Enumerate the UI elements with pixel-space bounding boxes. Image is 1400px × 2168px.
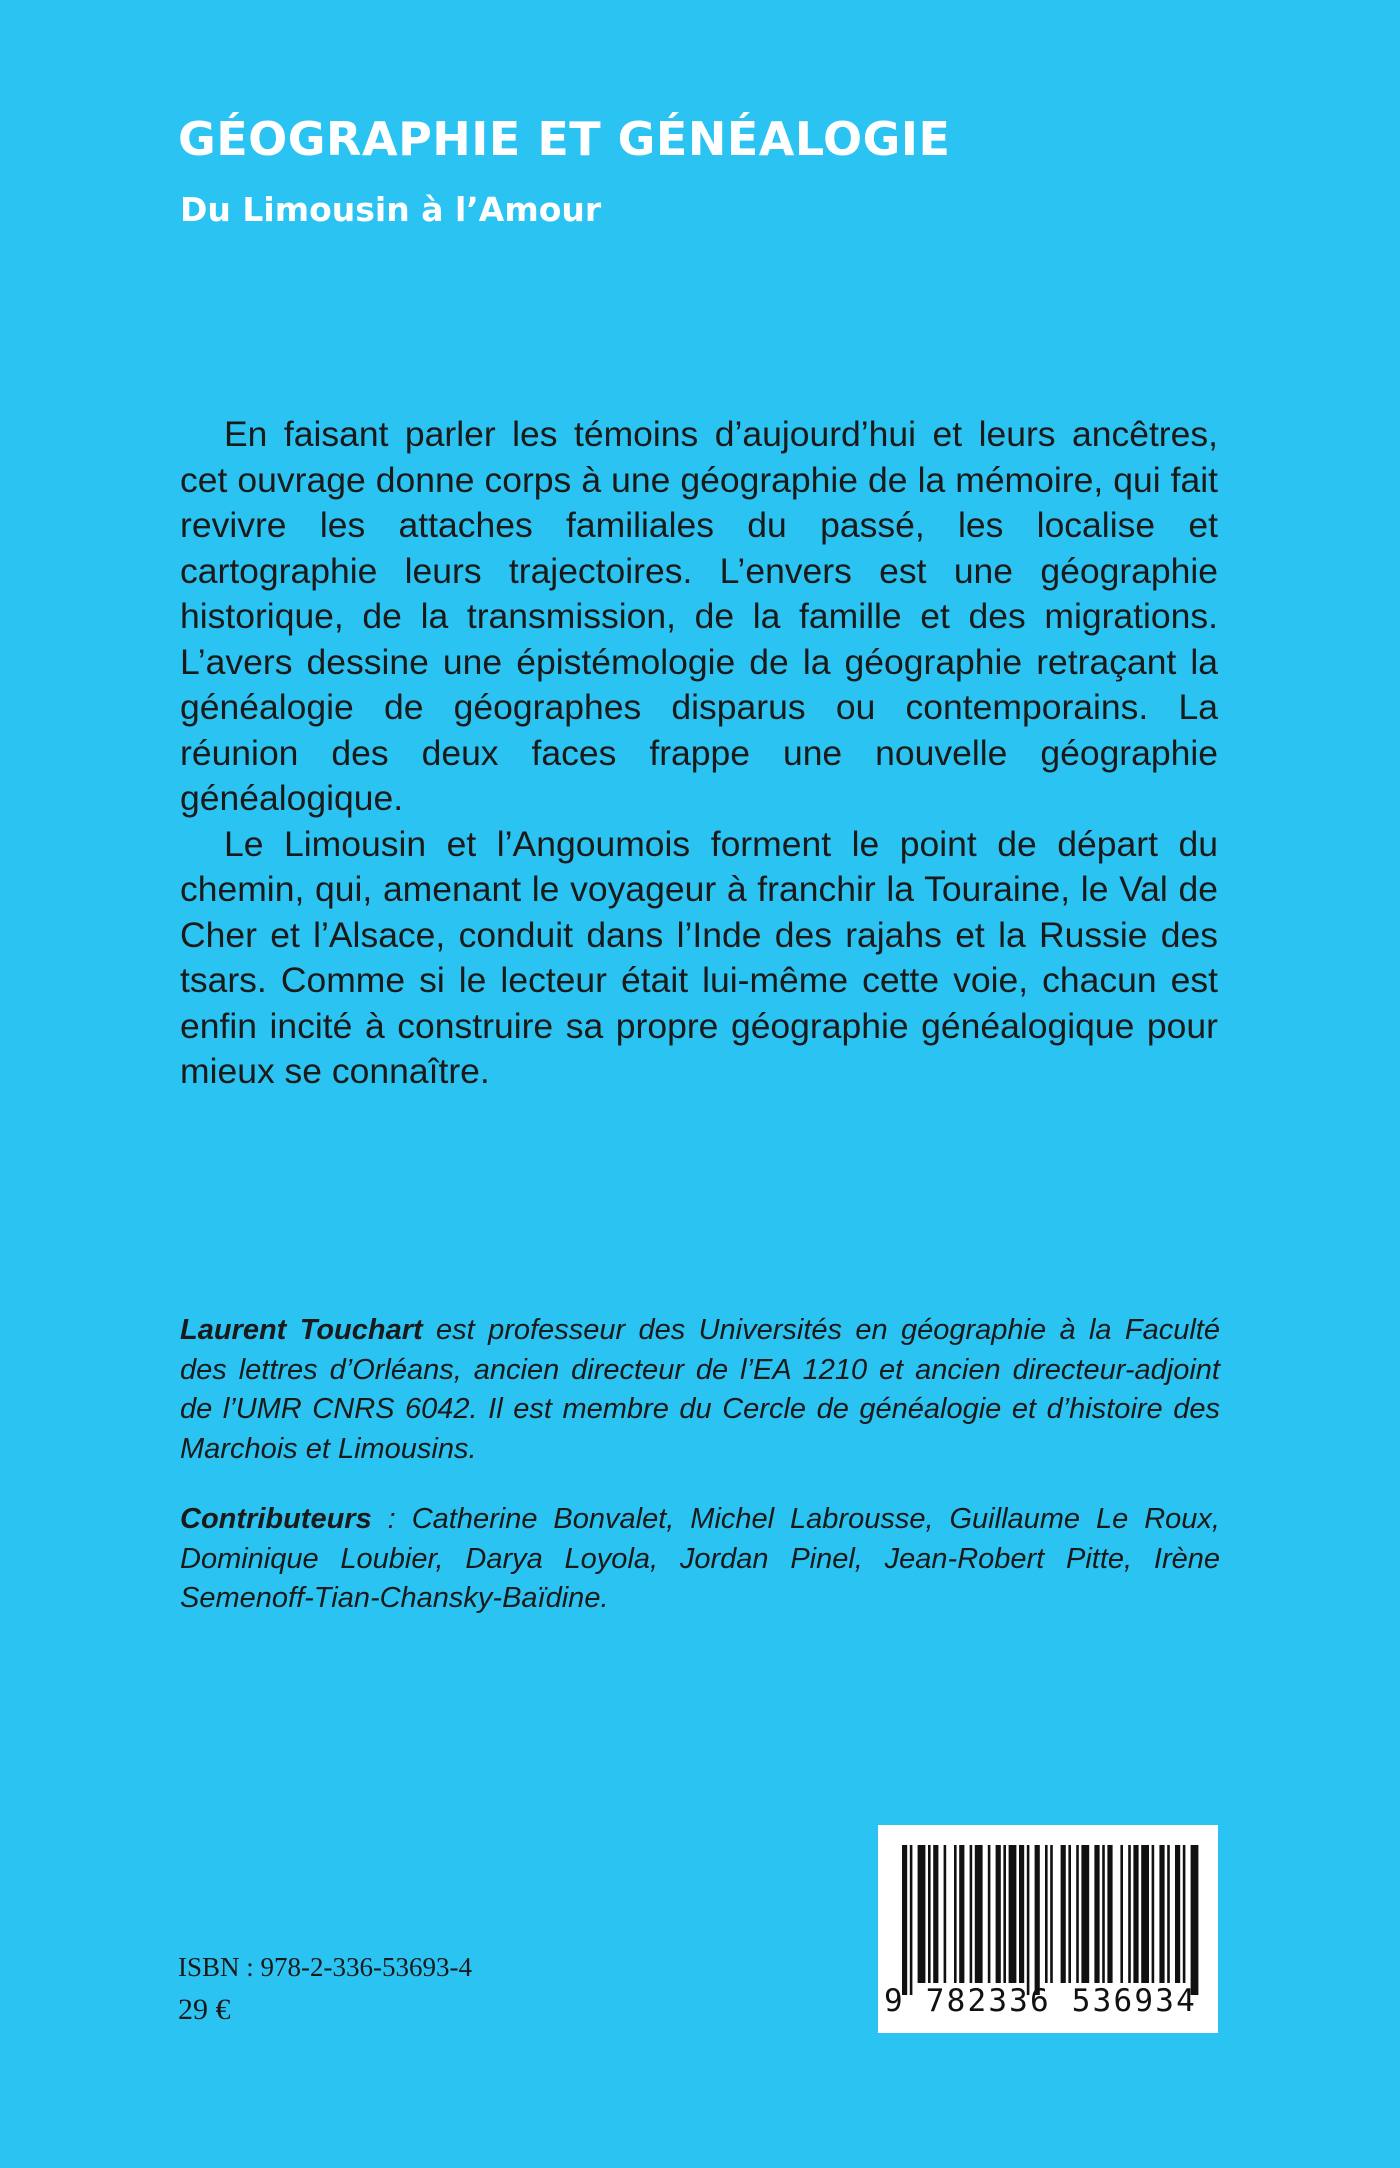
author-bio	[180, 1311, 1220, 1469]
barcode-bar	[928, 1845, 931, 1983]
barcode-bar	[1128, 1845, 1131, 1983]
barcode-bar	[1133, 1845, 1138, 1983]
barcode-bar	[1159, 1845, 1164, 1983]
barcode-bar	[1120, 1845, 1123, 1983]
barcode-bar	[959, 1845, 964, 1983]
barcode-bar	[944, 1845, 947, 1983]
barcode-bar	[1107, 1845, 1112, 1983]
barcode-bar	[1141, 1845, 1149, 1983]
barcode-bar	[1094, 1845, 1099, 1983]
barcode-bar	[1191, 1845, 1199, 1995]
barcode-bar	[1183, 1845, 1186, 1983]
barcode-bar	[1035, 1845, 1040, 1995]
barcode-bar	[1081, 1845, 1089, 1983]
barcode-bar	[1050, 1845, 1053, 1983]
barcode-bar	[996, 1845, 1001, 1983]
author-name: Laurent Touchart	[180, 1314, 423, 1346]
author-bio-text: est professeur des Universités en géographie à la Faculté des lettres d’Orléans, ancien directeur de l’EA 1210 et ancien directeur-adjoint de l’UMR CNRS 6042. Il est membre du Cercle de généalogie et d’histoire des Marchois et Limousins.	[180, 1314, 1220, 1465]
barcode-bar	[1027, 1845, 1030, 1995]
contributors-label: Contributeurs	[180, 1503, 372, 1535]
barcode-bar	[1045, 1845, 1048, 1983]
price-text: 29 €	[178, 1993, 231, 2026]
barcode-bar	[1068, 1845, 1071, 1983]
barcode-bar	[1102, 1845, 1105, 1983]
barcode-bar	[975, 1845, 983, 1983]
summary-paragraph-1: En faisant parler les témoins d’aujourd’hui et leurs ancêtres, cet ouvrage donne corps à une géographie de la mémoire, qui fait revivre les attaches familiales du passé, les localise et cartographie leurs trajectoires. L’envers est une géographie historique, de la transmission, de la famille et des migrations. L’avers dessine une épistémologie de la géographie retraçant la généalogie de géographes disparus ou contemporains. La réunion des deux faces frappe une nouvelle géographie généalogique.	[180, 414, 1218, 818]
barcode-bar	[1003, 1845, 1006, 1983]
barcode-bar	[902, 1845, 907, 1995]
book-title: GÉOGRAPHIE ET GÉNÉALOGIE	[178, 112, 951, 166]
barcode-bar	[1019, 1845, 1024, 1983]
isbn-text: ISBN : 978-2-336-53693-4	[178, 1952, 472, 1982]
summary-paragraph-2: Le Limousin et l’Angoumois forment le point de départ du chemin, qui, amenant le voyageur à franchir la Touraine, le Val de Cher et l’Alsace, conduit dans l’Inde des rajahs et la Russie des tsars. Comme si le lecteur était lui-même cette voie, chacun est enfin incité à construire sa propre géographie généalogique pour mieux se connaître.	[180, 823, 1218, 1091]
barcode-bar	[988, 1845, 991, 1983]
barcode-bar	[933, 1845, 938, 1983]
barcode	[878, 1825, 1218, 2033]
barcode-bar	[1061, 1845, 1066, 1983]
summary-text	[180, 412, 1218, 1095]
barcode-bar	[970, 1845, 973, 1983]
barcode-bar	[1009, 1845, 1017, 1983]
barcode-bar	[1076, 1845, 1079, 1983]
barcode-digits: 9 782336 536934	[884, 1983, 1197, 2019]
barcode-bar	[910, 1845, 913, 1995]
barcode-bar	[1175, 1845, 1180, 1983]
barcode-bar	[1167, 1845, 1170, 1983]
barcode-bar	[954, 1845, 957, 1983]
barcode-bar	[1152, 1845, 1155, 1983]
contributors-names: : Catherine Bonvalet, Michel Labrousse, Guillaume Le Roux, Dominique Loubier, Darya Loyola, Jordan Pinel, Jean-Robert Pitte, Irène Semenoff-Tian-Chansky-Baïdine.	[180, 1503, 1220, 1614]
contributors	[180, 1500, 1220, 1619]
book-subtitle: Du Limousin à l’Amour	[180, 190, 602, 229]
barcode-bar	[918, 1845, 926, 1983]
